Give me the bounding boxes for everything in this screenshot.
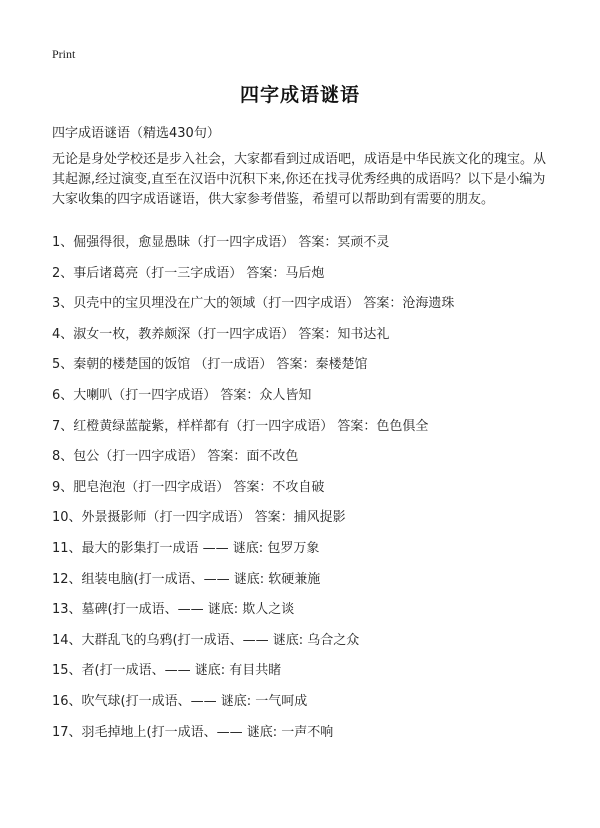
riddle-item: 2、事后诸葛亮（打一三字成语） 答案：马后炮 <box>52 265 325 281</box>
riddle-item: 8、包公（打一四字成语） 答案：面不改色 <box>52 449 299 465</box>
riddle-item: 17、羽毛掉地上(打一成语、—— 谜底: 一声不响 <box>52 724 334 740</box>
riddle-item: 1、倔强得很，愈显愚昧（打一四字成语） 答案：冥顽不灵 <box>52 235 390 250</box>
riddle-list <box>52 233 572 753</box>
riddle-item: 4、淑女一枚，教养颇深（打一四字成语） 答案：知书达礼 <box>52 326 390 342</box>
riddle-item: 6、大喇叭（打一四字成语） 答案：众人皆知 <box>52 387 312 403</box>
riddle-item: 13、墓碑(打一成语、—— 谜底: 欺人之谈 <box>52 602 295 618</box>
page-subtitle: 四字成语谜语（精选430句） <box>52 126 220 141</box>
riddle-item: 5、秦朝的楼楚国的饭馆 （打一成语） 答案：秦楼楚馆 <box>52 357 368 373</box>
riddle-item: 10、外景摄影师（打一四字成语） 答案：捕风捉影 <box>52 510 346 526</box>
riddle-item: 12、组装电脑(打一成语、—— 谜底: 软硬兼施 <box>52 571 321 587</box>
riddle-item: 3、贝壳中的宝贝埋没在广大的领域（打一四字成语） 答案：沧海遗珠 <box>52 296 455 312</box>
print-link[interactable]: Print <box>52 47 76 61</box>
riddle-item: 11、最大的影集打一成语 —— 谜底: 包罗万象 <box>52 540 320 556</box>
riddle-item: 14、大群乱飞的乌鸦(打一成语、—— 谜底: 乌合之众 <box>52 632 360 648</box>
intro-paragraph: 无论是身处学校还是步入社会，大家都看到过成语吧，成语是中华民族文化的瑰宝。从其起源,经过演变,直至在汉语中沉积下来,你还在找寻优秀经典的成语吗？以下是小编为大家收集的四字成语谜语，供大家参考借鉴，希望可以帮助到有需要的朋友。 <box>52 152 547 207</box>
riddle-item: 7、红橙黄绿蓝靛紫，样样都有（打一四字成语） 答案：色色俱全 <box>52 418 429 434</box>
riddle-item: 9、肥皂泡泡（打一四字成语） 答案：不攻自破 <box>52 479 325 495</box>
page-title: 四字成语谜语 <box>239 84 360 106</box>
riddle-item: 15、者(打一成语、—— 谜底: 有目共睹 <box>52 663 282 679</box>
riddle-item: 16、吹气球(打一成语、—— 谜底: 一气呵成 <box>52 693 308 709</box>
